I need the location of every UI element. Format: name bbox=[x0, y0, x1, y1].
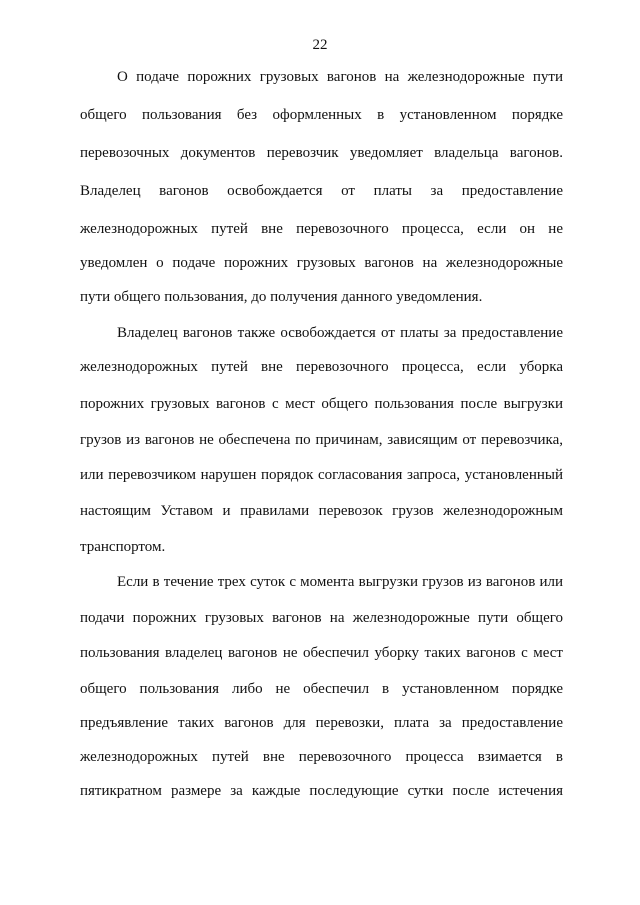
paragraph-2-line-1: Владелец вагонов также освобождается от платы за предоставление bbox=[117, 325, 563, 341]
paragraph-3-line-4: общего пользования либо не обеспечил в установленном порядке bbox=[80, 681, 563, 697]
paragraph-3-line-3: пользования владелец вагонов не обеспечил уборку таких вагонов с мест bbox=[80, 645, 563, 661]
paragraph-2-line-6: настоящим Уставом и правилами перевозок грузов железнодорожным bbox=[80, 503, 563, 519]
paragraph-1-line-3: перевозочных документов перевозчик уведомляет владельца вагонов. bbox=[80, 145, 563, 161]
paragraph-3-line-7: пятикратном размере за каждые последующие сутки после истечения bbox=[80, 783, 563, 799]
paragraph-1-line-7: пути общего пользования, до получения данного уведомления. bbox=[80, 289, 483, 305]
paragraph-3-line-6: железнодорожных путей вне перевозочного процесса взимается в bbox=[80, 749, 563, 765]
paragraph-3-line-5: предъявление таких вагонов для перевозки, плата за предоставление bbox=[80, 715, 563, 731]
paragraph-1-line-4: Владелец вагонов освобождается от платы за предоставление bbox=[80, 183, 563, 199]
paragraph-2-line-2: железнодорожных путей вне перевозочного процесса, если уборка bbox=[80, 359, 563, 375]
paragraph-3-line-2: подачи порожних грузовых вагонов на железнодорожные пути общего bbox=[80, 610, 563, 626]
page-number: 22 bbox=[312, 37, 328, 53]
paragraph-2-line-7: транспортом. bbox=[80, 539, 166, 555]
paragraph-3-line-1: Если в течение трех суток с момента выгрузки грузов из вагонов или bbox=[117, 574, 563, 590]
paragraph-1-line-5: железнодорожных путей вне перевозочного процесса, если он не bbox=[80, 221, 563, 237]
paragraph-2-line-5: или перевозчиком нарушен порядок согласования запроса, установленный bbox=[80, 467, 563, 483]
paragraph-2-line-3: порожних грузовых вагонов с мест общего пользования после выгрузки bbox=[80, 396, 563, 412]
paragraph-1-line-2: общего пользования без оформленных в установленном порядке bbox=[80, 107, 563, 123]
paragraph-1-line-1: О подаче порожних грузовых вагонов на железнодорожные пути bbox=[117, 69, 563, 85]
paragraph-1-line-6: уведомлен о подаче порожних грузовых вагонов на железнодорожные bbox=[80, 255, 563, 271]
paragraph-2-line-4: грузов из вагонов не обеспечена по причинам, зависящим от перевозчика, bbox=[80, 432, 563, 448]
